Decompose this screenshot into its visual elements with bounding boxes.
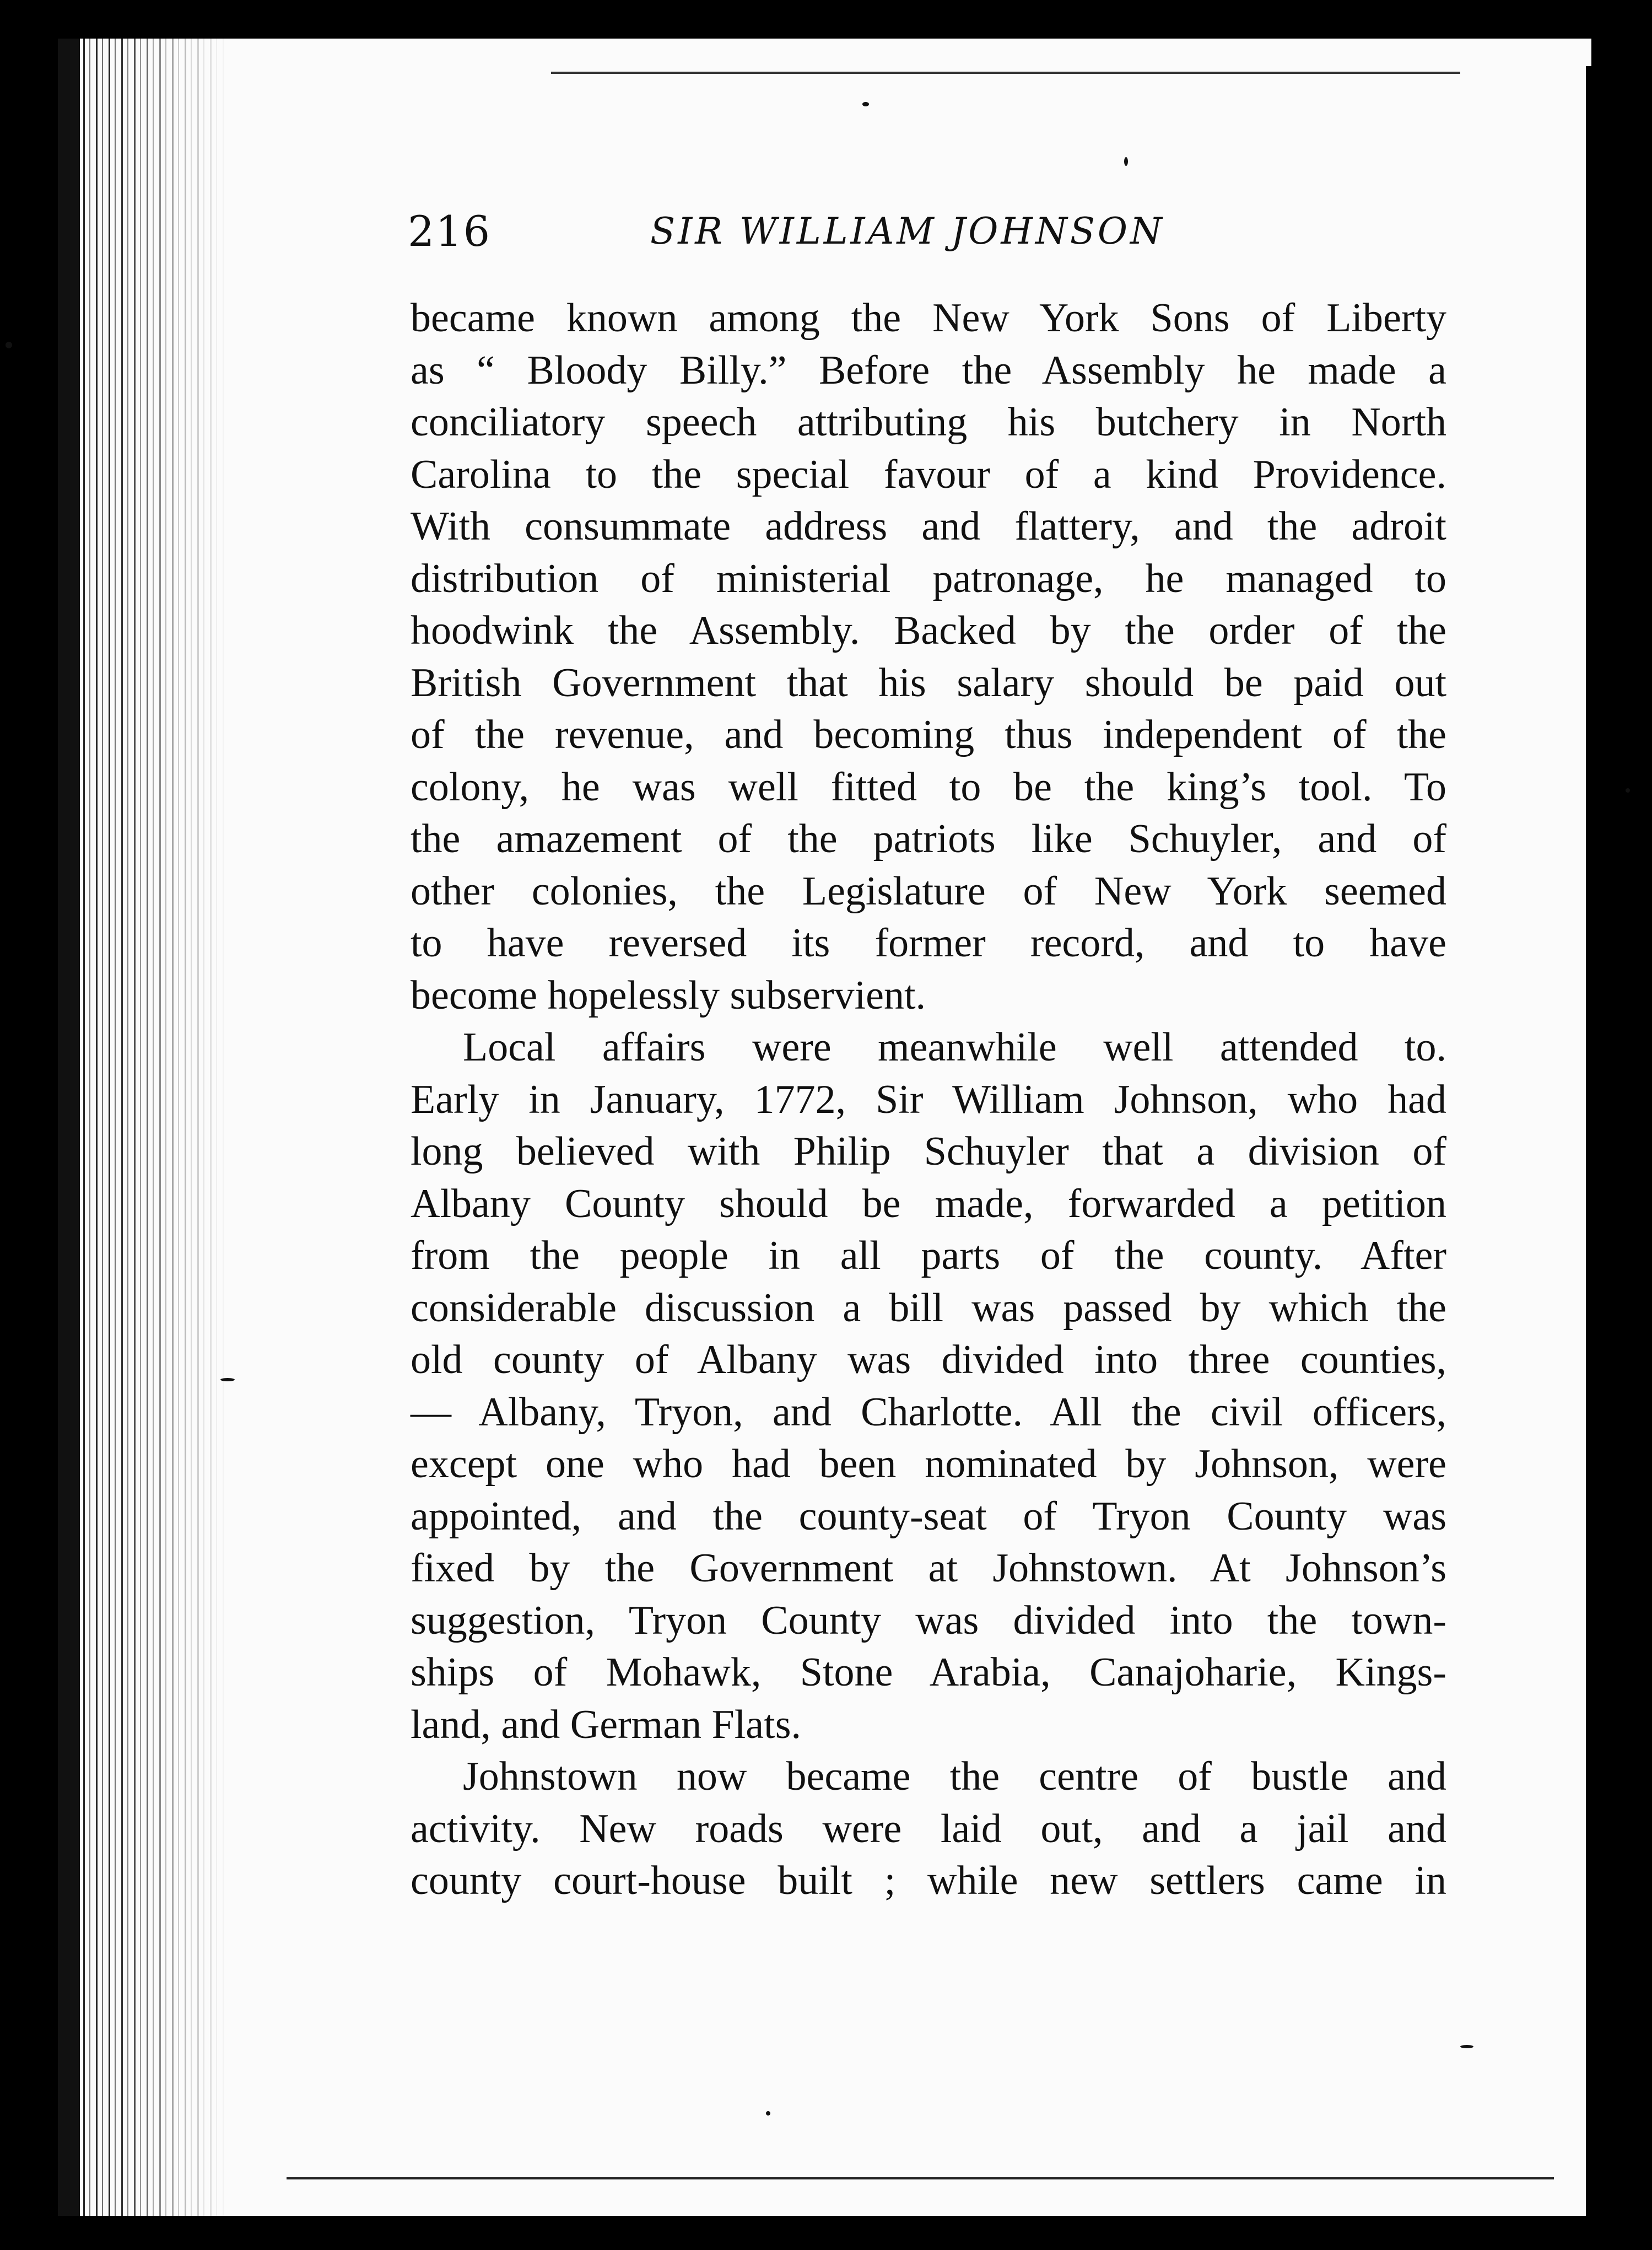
text-line: county court-house built ; while new settlers came in — [411, 1858, 1446, 1903]
right-edge-shadow — [1586, 66, 1626, 2216]
text-line: Carolina to the special favour of a kind Providence. — [411, 451, 1446, 497]
text-line: activity. New roads were laid out, and a jail and — [411, 1806, 1446, 1851]
bottom-rule — [287, 2177, 1554, 2179]
text-line: fixed by the Government at Johnstown. At Johnson’s — [411, 1546, 1446, 1591]
scan-speck — [862, 102, 869, 106]
scan-speck — [1626, 788, 1630, 793]
text-line: to have reversed its former record, and to have — [411, 921, 1446, 966]
text-line: became known among the New York Sons of Liberty — [411, 295, 1446, 341]
binding-edge — [58, 39, 80, 2216]
scan-speck — [1460, 2045, 1473, 2048]
text-line: of the revenue, and becoming thus independent of the — [411, 712, 1446, 757]
text-line: ships of Mohawk, Stone Arabia, Canajoharie, Kings- — [411, 1650, 1446, 1695]
page-header — [408, 207, 1400, 267]
paragraph-1 — [411, 292, 1446, 1021]
text-line: British Government that his salary should be paid out — [411, 660, 1446, 706]
scan-speck — [766, 2111, 770, 2116]
text-line: long believed with Philip Schuyler that a division of — [411, 1129, 1446, 1174]
text-line: suggestion, Tryon County was divided into the town- — [411, 1597, 1446, 1643]
text-line: considerable discussion a bill was passed by which the — [411, 1285, 1446, 1331]
text-line: become hopelessly subservient. — [411, 972, 926, 1018]
text-line: the amazement of the patriots like Schuyler, and of — [411, 816, 1446, 862]
text-line: Albany County should be made, forwarded a petition — [411, 1181, 1446, 1226]
text-line: from the people in all parts of the county. After — [411, 1233, 1446, 1278]
scan-speck — [1124, 157, 1128, 166]
text-line: With consummate address and flattery, and the adroit — [411, 504, 1446, 549]
text-line: Local affairs were meanwhile well attended to. — [463, 1025, 1446, 1070]
text-line: Early in January, 1772, Sir William Johnson, who had — [411, 1076, 1446, 1122]
text-line: colony, he was well fitted to be the king’s tool. To — [411, 764, 1446, 810]
text-line: appointed, and the county-seat of Tryon County was — [411, 1493, 1446, 1539]
binding-gutter — [58, 39, 229, 2216]
text-line: other colonies, the Legislature of New York seemed — [411, 868, 1446, 914]
page-number: 216 — [408, 207, 492, 256]
text-line: Johnstown now became the centre of bustle and — [463, 1754, 1446, 1799]
text-line: old county of Albany was divided into three counties, — [411, 1337, 1446, 1382]
scan-speck — [220, 1378, 235, 1381]
text-line: — Albany, Tryon, and Charlotte. All the civil officers, — [411, 1389, 1446, 1435]
text-line: as “ Bloody Billy.” Before the Assembly he made a — [411, 347, 1446, 393]
top-rule — [551, 72, 1460, 74]
text-line: except one who had been nominated by Johnson, were — [411, 1441, 1446, 1487]
text-line: distribution of ministerial patronage, he managed to — [411, 556, 1446, 601]
paragraph-3 — [411, 1751, 1446, 1907]
text-line: hoodwink the Assembly. Backed by the order of the — [411, 608, 1446, 653]
scan-speck — [6, 342, 12, 348]
body-text — [411, 292, 1446, 1907]
text-line: conciliatory speech attributing his butchery in North — [411, 400, 1446, 445]
paragraph-2 — [411, 1021, 1446, 1751]
text-line: land, and German Flats. — [411, 1702, 801, 1747]
running-head: SIR WILLIAM JOHNSON — [650, 210, 1165, 252]
